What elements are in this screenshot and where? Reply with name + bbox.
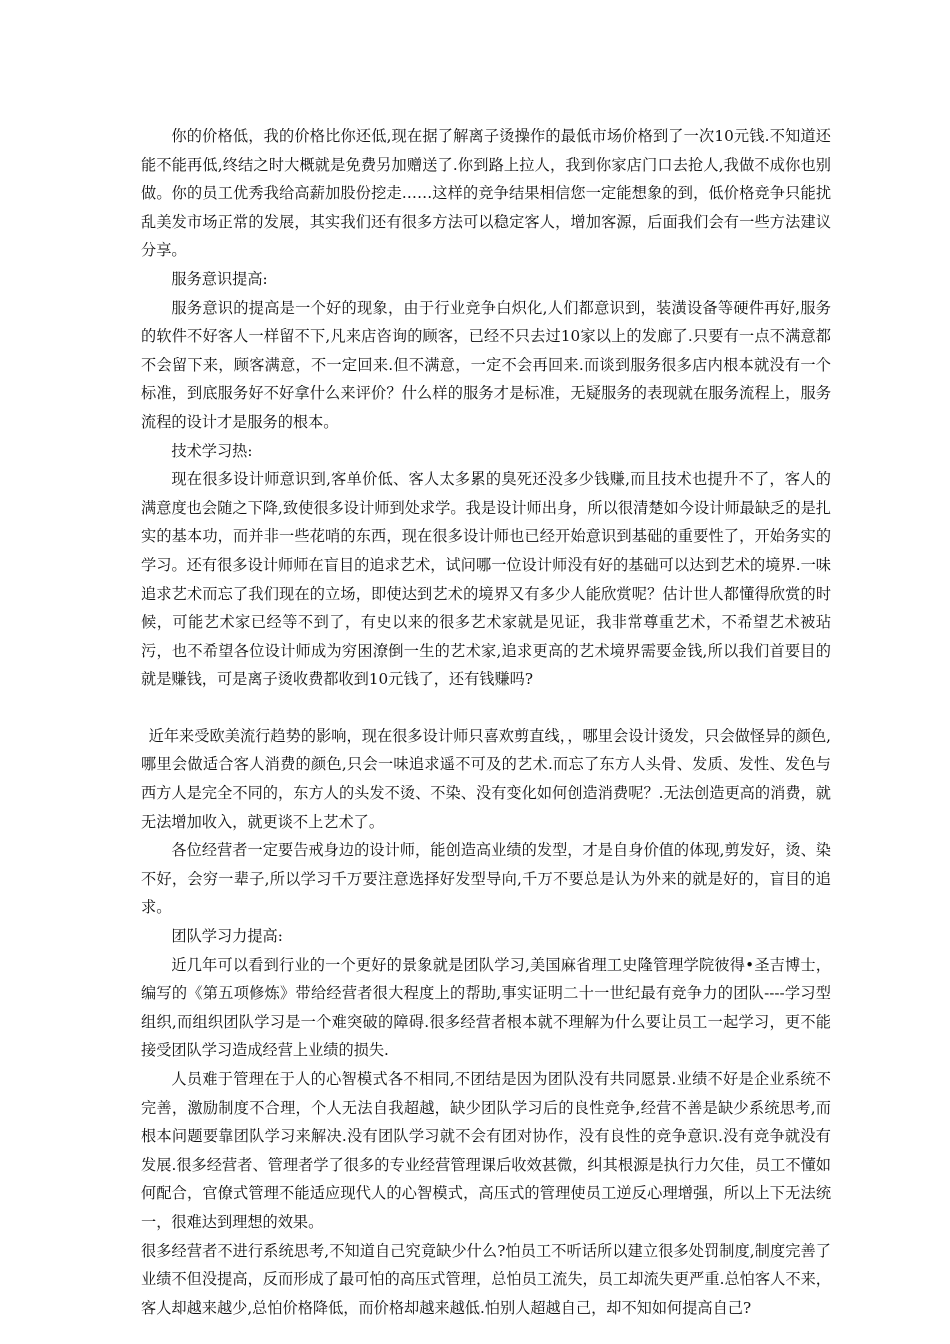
paragraph-technical-learning: 现在很多设计师意识到,客单价低、客人太多累的臭死还没多少钱赚,而且技术也提升不了，客人的满意度也会随之下降,致使很多设计师到处求学。我是设计师出身，所以很清楚如今设计师最缺乏的是扎实的基本功，而并非一些花哨的东西，现在很多设计师也已经开始意识到基础的重要性了，开始务实的学习。还有很多设计师师在盲目的追求艺术，试问哪一位设计师没有好的基础可以达到艺术的境界.一味追求艺术而忘了我们现在的立场，即使达到艺术的境界又有多少人能欣赏呢？估计世人都懂得欣赏的时候，可能艺术家已经等不到了，有史以来的很多艺术家就是见证，我非常尊重艺术，不希望艺术被玷污，也不希望各位设计师成为穷困潦倒一生的艺术家,追求更高的艺术境界需要金钱,所以我们首要目的就是赚钱，可是离子烫收费都收到10元钱了，还有钱赚吗? [141, 470, 831, 689]
paragraph-systems-thinking: 很多经营者不进行系统思考,不知道自己究竟缺少什么?怕员工不听话所以建立很多处罚制度,制度完善了业绩不但没提高，反而形成了最可怕的高压式管理，总怕员工流失，员工却流失更严重.总怕客人不来，客人却越来越少,总怕价格降低，而价格却越来越低.怕别人超越自己，却不知如何提高自己? [141, 1241, 831, 1317]
paragraph-management-difficulty: 人员难于管理在于人的心智模式各不相同,不团结是因为团队没有共同愿景.业绩不好是企业系统不完善，激励制度不合理，个人无法自我超越，缺少团队学习后的良性竞争,经营不善是缺少系统思考,而根本问题要靠团队学习来解决.没有团队学习就不会有团对协作，没有良性的竞争意识.没有竞争就没有发展.很多经营者、管理者学了很多的专业经营管理课后收效甚微，纠其根源是执行力欠佳，员工不懂如何配合，官僚式管理不能适应现代人的心智模式，高压式的管理使员工逆反心理增强，所以上下无法统一，很难达到理想的效果。 [141, 1070, 831, 1231]
heading-service-awareness: 服务意识提高: [171, 269, 268, 288]
paragraph-team-learning: 近几年可以看到行业的一个更好的景象就是团队学习,美国麻省理工史隆管理学院彼得•圣吉博士，编写的《第五项修炼》带给经营者很大程度上的帮助,事实证明二十一世纪最有竞争力的团队----学习型组织,而组织团队学习是一个难突破的障碍.很多经营者根本就不理解为什么要让员工一起学习，更不能接受团队学习造成经营上业绩的损失. [141, 955, 831, 1060]
paragraph-service-awareness: 服务意识的提高是一个好的现象，由于行业竞争白炽化,人们都意识到，装潢设备等硬件再好,服务的软件不好客人一样留不下,凡来店咨询的顾客，已经不只去过10家以上的发廊了.只要有一点不满意都不会留下来，顾客满意，不一定回来.但不满意，一定不会再回来.而谈到服务很多店内根本就没有一个标准，到底服务好不好拿什么来评价？什么样的服务才是标准，无疑服务的表现就在服务流程上，服务流程的设计才是服务的根本。 [141, 298, 831, 431]
paragraph-advice-to-operators: 各位经营者一定要告戒身边的设计师，能创造高业绩的发型，才是自身价值的体现,剪发好，烫、染不好，会穷一辈子,所以学习千万要注意选择好发型导向,千万不要总是认为外来的就是好的，盲目的追求。 [141, 841, 831, 917]
heading-team-learning: 团队学习力提高: [171, 927, 283, 946]
paragraph-western-trends: 近年来受欧美流行趋势的影响，现在很多设计师只喜欢剪直线，，哪里会设计烫发，只会做怪异的颜色,哪里会做适合客人消费的颜色,只会一味追求遥不可及的艺术.而忘了东方人头骨、发质、发性、发色与西方人是完全不同的，东方人的头发不烫、不染、没有变化如何创造消费呢？.无法创造更高的消费，就无法增加收入，就更谈不上艺术了。 [141, 726, 831, 831]
heading-technical-learning: 技术学习热: [171, 441, 253, 460]
paragraph-price-competition: 你的价格低，我的价格比你还低,现在据了解离子烫操作的最低市场价格到了一次10元钱.不知道还能不能再低,终结之时大概就是免费另加赠送了.你到路上拉人，我到你家店门口去抢人,我做不成你也别做。你的员工优秀我给高薪加股份挖走……这样的竞争结果相信您一定能想象的到，低价格竞争只能扰乱美发市场正常的发展，其实我们还有很多方法可以稳定客人，增加客源，后面我们会有一些方法建议分享。 [141, 127, 831, 260]
document-body [141, 122, 831, 1322]
